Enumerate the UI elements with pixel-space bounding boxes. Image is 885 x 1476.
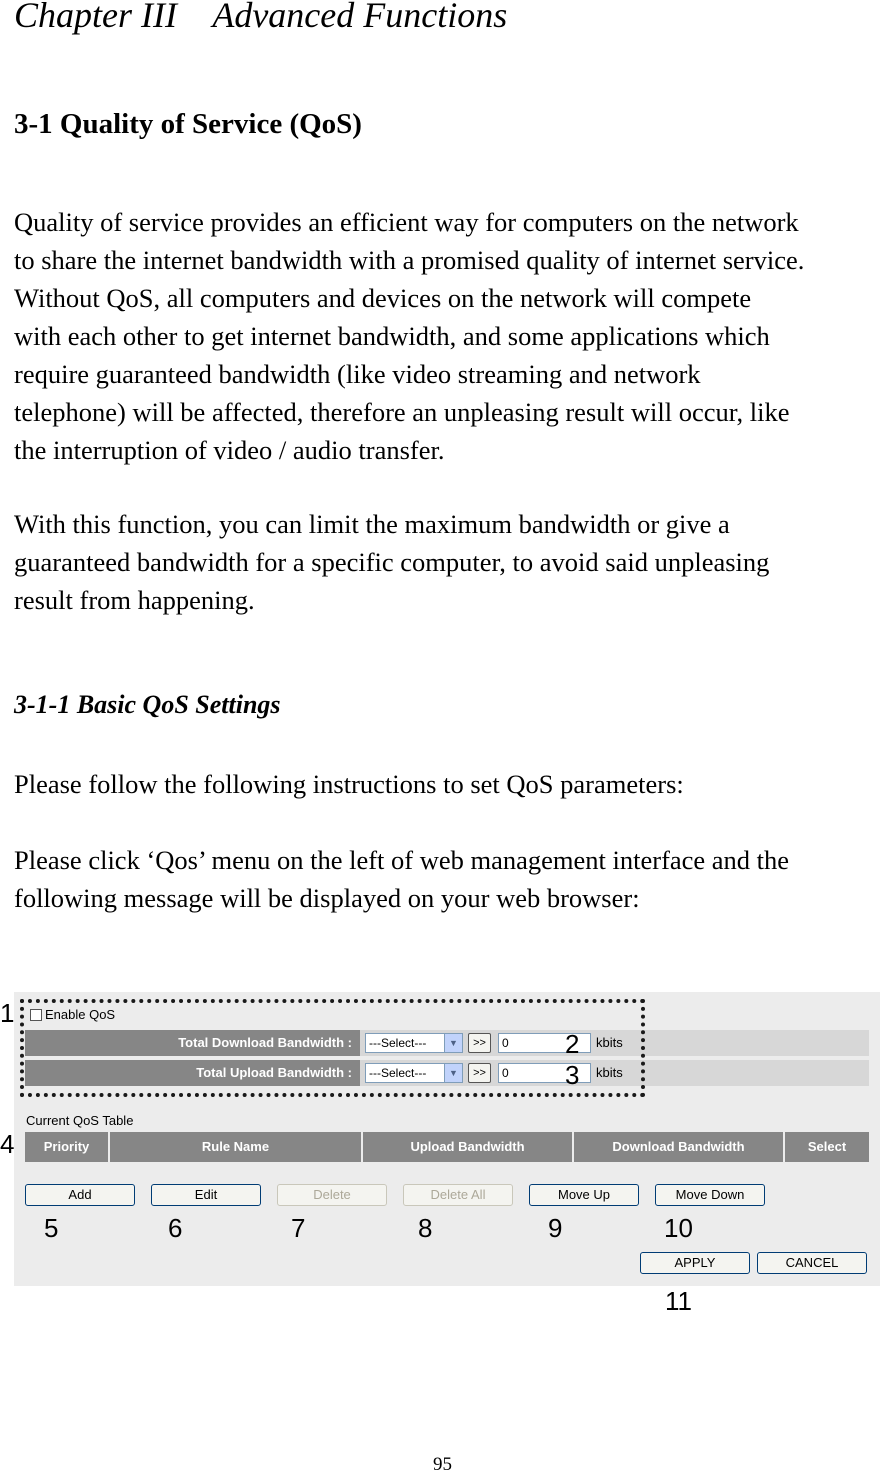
column-header-priority: Priority (25, 1132, 110, 1162)
chapter-title: Advanced Functions (212, 0, 508, 35)
callout-number: 1 (0, 998, 15, 1028)
callout-number: 3 (565, 1060, 580, 1090)
download-bandwidth-label: Total Download Bandwidth : (25, 1030, 360, 1056)
select-value: ---Select--- (369, 1066, 427, 1080)
function-line: With this function, you can limit the maximum bandwidth or give a (14, 509, 730, 539)
add-button[interactable]: Add (25, 1184, 135, 1206)
click-line: Please click ‘Qos’ menu on the left of web management interface and the (14, 845, 790, 875)
intro-line: Quality of service provides an efficient way for computers on the network (14, 207, 799, 237)
intro-line: require guaranteed bandwidth (like video streaming and network (14, 359, 701, 389)
column-header-download-bandwidth: Download Bandwidth (574, 1132, 785, 1162)
upload-unit-label: kbits (596, 1065, 623, 1080)
instruction-paragraph (14, 765, 885, 803)
function-line: guaranteed bandwidth for a specific computer, to avoid said unpleasing (14, 547, 770, 577)
intro-line: with each other to get internet bandwidth, and some applications which (14, 321, 770, 351)
highlight-box (20, 999, 645, 1097)
callout-number: 5 (44, 1213, 59, 1243)
callout-number: 4 (0, 1129, 15, 1159)
function-line: result from happening. (14, 585, 255, 615)
upload-bandwidth-label: Total Upload Bandwidth : (25, 1060, 360, 1086)
edit-button[interactable]: Edit (151, 1184, 261, 1206)
instruction-line: Please follow the following instructions to set QoS parameters: (14, 769, 684, 799)
callout-number: 6 (168, 1213, 183, 1243)
enable-qos-label: Enable QoS (45, 1007, 116, 1022)
column-header-rule-name: Rule Name (110, 1132, 363, 1162)
download-unit-label: kbits (596, 1035, 623, 1050)
select-value: ---Select--- (369, 1036, 427, 1050)
delete-all-button[interactable]: Delete All (403, 1184, 513, 1206)
intro-line: Without QoS, all computers and devices on the network will compete (14, 283, 752, 313)
callout-number: 7 (291, 1213, 306, 1243)
download-apply-arrow-button[interactable]: >> (468, 1033, 491, 1053)
column-header-select: Select (785, 1132, 869, 1162)
callout-number: 11 (665, 1286, 692, 1316)
page-number: 95 (433, 1454, 452, 1475)
chapter-heading (14, 0, 507, 36)
callout-number: 10 (664, 1213, 693, 1243)
apply-button[interactable]: APPLY (640, 1252, 750, 1274)
download-bandwidth-input[interactable]: 0 (498, 1033, 591, 1053)
click-line: following message will be displayed on your web browser: (14, 883, 640, 913)
callout-number: 2 (565, 1029, 580, 1059)
intro-line: telephone) will be affected, therefore an unpleasing result will occur, like (14, 397, 790, 427)
upload-apply-arrow-button[interactable]: >> (468, 1063, 491, 1083)
qos-table-header (25, 1132, 869, 1162)
intro-line: to share the internet bandwidth with a promised quality of internet service. (14, 245, 805, 275)
intro-line: the interruption of video / audio transfer. (14, 435, 445, 465)
move-down-button[interactable]: Move Down (655, 1184, 765, 1206)
callout-number: 9 (548, 1213, 563, 1243)
subsection-title: 3-1-1 Basic QoS Settings (14, 690, 281, 719)
chevron-down-icon[interactable]: ▼ (444, 1034, 462, 1052)
move-up-button[interactable]: Move Up (529, 1184, 639, 1206)
click-paragraph (14, 841, 885, 917)
delete-button[interactable]: Delete (277, 1184, 387, 1206)
callout-number: 8 (418, 1213, 433, 1243)
cancel-button[interactable]: CANCEL (757, 1252, 867, 1274)
chapter-number: Chapter III (14, 0, 177, 35)
upload-bandwidth-input[interactable]: 0 (498, 1063, 591, 1083)
function-paragraph (14, 505, 885, 619)
chevron-down-icon[interactable]: ▼ (444, 1064, 462, 1082)
qos-table-caption: Current QoS Table (26, 1113, 134, 1128)
intro-paragraph (14, 203, 885, 469)
column-header-upload-bandwidth: Upload Bandwidth (363, 1132, 574, 1162)
section-title: 3-1 Quality of Service (QoS) (14, 108, 362, 140)
